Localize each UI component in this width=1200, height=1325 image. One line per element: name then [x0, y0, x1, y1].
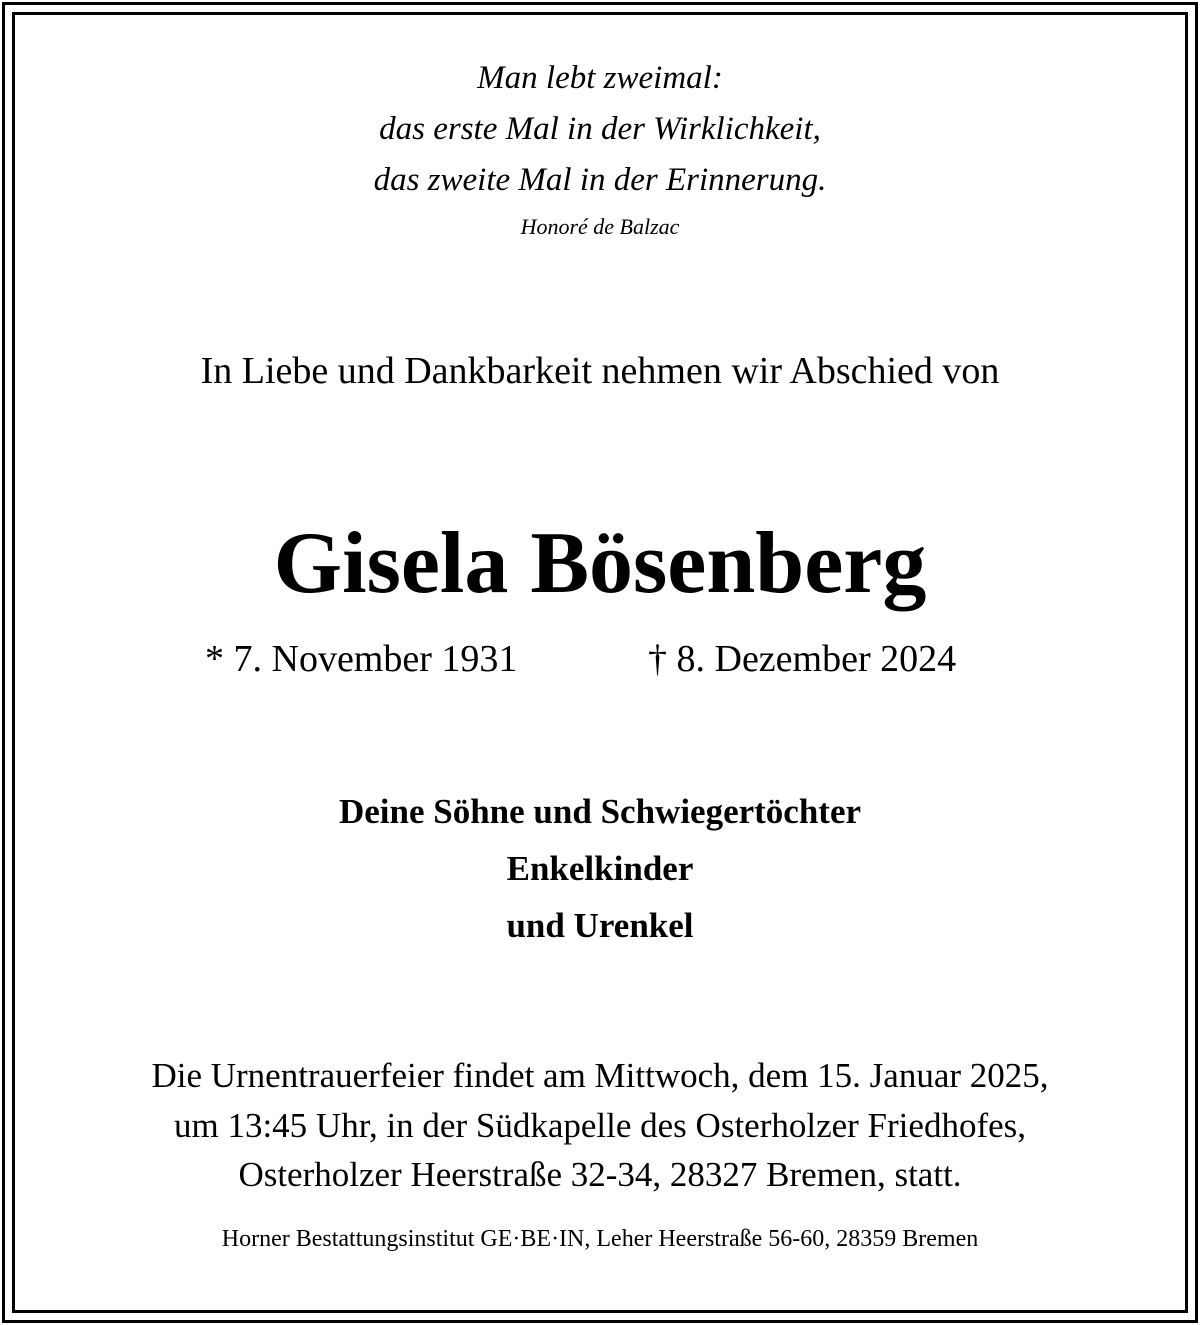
quote-line-3: das zweite Mal in der Erinnerung.: [373, 162, 827, 198]
mourners-line-1: Deine Söhne und Schwiegertöchter: [338, 792, 862, 831]
death-date: † 8. Dezember 2024: [648, 638, 957, 680]
quote-author: Honoré de Balzac: [520, 214, 680, 239]
service-line-2: um 13:45 Uhr, in der Südkapelle des Osterholzer Friedhofes,: [173, 1106, 1026, 1145]
quote-line-2: das erste Mal in der Wirklichkeit,: [379, 111, 821, 147]
mourners-line-2: Enkelkinder: [506, 849, 694, 888]
mourners-line-3: und Urenkel: [506, 906, 694, 945]
funeral-home-info: Horner Bestattungsinstitut GE·BE·IN, Leher Heerstraße 56-60, 28359 Bremen: [221, 1226, 979, 1252]
deceased-name: Gisela Bösenberg: [273, 515, 927, 612]
quote-line-1: Man lebt zweimal:: [477, 60, 723, 96]
service-line-3: Osterholzer Heerstraße 32-34, 28327 Bremen, statt.: [238, 1155, 962, 1194]
birth-date: * 7. November 1931: [205, 638, 518, 680]
service-line-1: Die Urnentrauerfeier findet am Mittwoch, dem 15. Januar 2025,: [151, 1056, 1049, 1095]
intro-text: In Liebe und Dankbarkeit nehmen wir Abschied von: [200, 350, 1000, 392]
